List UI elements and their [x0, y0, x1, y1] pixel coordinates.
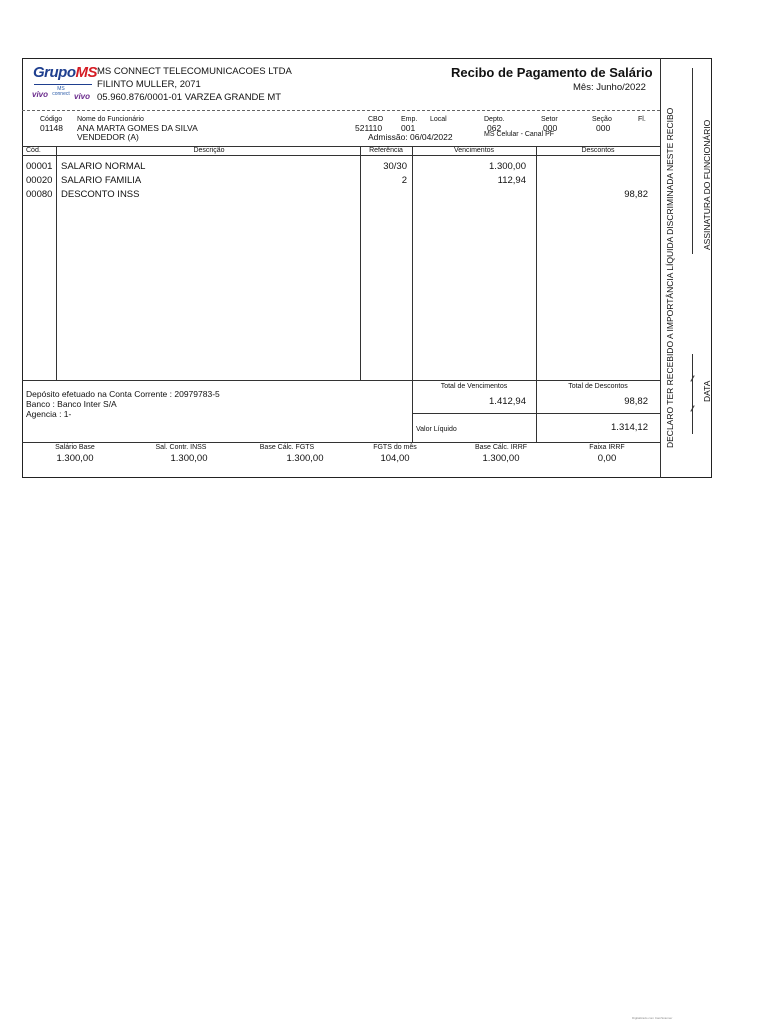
- employee-code: 01148: [40, 123, 64, 133]
- row-vencimentos: 1.300,00: [489, 161, 526, 172]
- valor-liquido-label: Valor Líquido: [416, 426, 457, 433]
- base-value: 1.300,00: [286, 453, 324, 464]
- totals-top-line: [22, 380, 660, 381]
- camscanner-watermark: Digitalizado com CamScanner: [632, 1016, 673, 1020]
- base-label: Faixa IRRF: [589, 444, 625, 451]
- base-value: 104,00: [380, 453, 410, 464]
- deposit-account: Depósito efetuado na Conta Corrente : 20979783-5: [26, 389, 220, 399]
- header-separator: [22, 110, 660, 111]
- row-referencia: 30/30: [383, 161, 407, 172]
- bases-top-line: [22, 442, 660, 443]
- deposit-bank: Banco : Banco Inter S/A: [26, 399, 117, 409]
- row-referencia: 2: [401, 175, 407, 186]
- col-header-descontos: Descontos: [581, 147, 615, 154]
- base-label: Base Cálc. IRRF: [474, 444, 528, 451]
- connect-bottom-text: connect: [52, 91, 70, 97]
- employee-secao: 000: [596, 123, 611, 133]
- employee-cbo: 521110: [355, 123, 383, 133]
- company-name: MS CONNECT TELECOMUNICACOES LTDA: [97, 66, 292, 77]
- base-label: FGTS do mês: [373, 444, 417, 451]
- deposit-agency: Agencia : 1-: [26, 409, 72, 419]
- base-label: Sal. Contr. INSS: [155, 444, 207, 451]
- employee-admission: Admissão: 06/04/2022: [368, 132, 453, 142]
- signature-label: ASSINATURA DO FUNCIONÁRIO: [702, 119, 712, 250]
- code-label: Código: [40, 116, 63, 123]
- connect-top-text: MS: [57, 86, 65, 92]
- base-label: Base Cálc. FGTS: [259, 444, 315, 451]
- total-descontos-label: Total de Descontos: [568, 383, 628, 390]
- row-descricao: SALARIO FAMILIA: [61, 175, 142, 186]
- setor-label: Setor: [541, 116, 558, 123]
- signature-line: [692, 68, 693, 254]
- row-descontos: 98,82: [624, 189, 648, 200]
- base-value: 0,00: [597, 453, 617, 464]
- col-header-descricao: Descrição: [193, 147, 225, 154]
- name-label: Nome do Funcionário: [77, 116, 144, 123]
- receipt-month: Mês: Junho/2022: [573, 82, 646, 93]
- cbo-label: CBO: [368, 116, 384, 123]
- vivo-logo-left: vivo: [32, 90, 49, 99]
- logo-grupo-text: Grupo: [33, 64, 76, 81]
- date-line: [692, 354, 693, 434]
- emp-label: Emp.: [401, 116, 418, 123]
- local-label: Local: [430, 116, 447, 123]
- row-cod: 00080: [26, 189, 53, 200]
- receipt-title: Recibo de Pagamento de Salário: [451, 65, 653, 80]
- employee-role: VENDEDOR (A): [77, 132, 139, 142]
- logo-underline: [34, 84, 92, 85]
- row-descricao: DESCONTO INSS: [61, 189, 140, 200]
- base-value: 1.300,00: [482, 453, 520, 464]
- col-header-vencimentos: Vencimentos: [453, 147, 495, 154]
- row-cod: 00001: [26, 161, 53, 172]
- employee-depto-desc: MS Celular - Canal PF: [484, 131, 555, 138]
- row-cod: 00020: [26, 175, 53, 186]
- row-vencimentos: 112,94: [497, 175, 526, 186]
- company-logo: [33, 64, 97, 81]
- total-vencimentos-label: Total de Vencimentos: [440, 383, 508, 390]
- total-descontos-value: 98,82: [624, 396, 648, 407]
- company-cnpj-city: 05.960.876/0001-01 VARZEA GRANDE MT: [97, 92, 282, 103]
- base-value: 1.300,00: [56, 453, 94, 464]
- employee-name: ANA MARTA GOMES DA SILVA: [77, 123, 198, 133]
- base-value: 1.300,00: [170, 453, 208, 464]
- col-divider-side: [660, 58, 661, 478]
- table-header-bottom-line: [22, 155, 660, 156]
- row-descricao: SALARIO NORMAL: [61, 161, 146, 172]
- secao-label: Seção: [592, 116, 612, 123]
- employee-emp: 001: [401, 123, 416, 133]
- totals-middle-line: [412, 413, 660, 414]
- fl-label: Fl.: [638, 116, 646, 123]
- col-header-cod: Cód.: [26, 147, 41, 154]
- col-divider-cod: [56, 146, 57, 380]
- vivo-logo-right: vivo: [74, 92, 91, 101]
- logo-ms-text: MS: [75, 64, 97, 81]
- declaration-text: DECLARO TER RECEBIDO A IMPORTÂNCIA LÍQUIDA DISCRIMINADA NESTE RECIBO: [665, 107, 675, 448]
- ms-connect-logo: [50, 87, 72, 97]
- depto-label: Depto.: [484, 116, 505, 123]
- company-address: FILINTO MULLER, 2071: [97, 79, 201, 90]
- col-header-referencia: Referência: [369, 147, 403, 154]
- employee-setor: 000: [543, 123, 558, 133]
- date-label: DATA: [702, 380, 712, 402]
- total-vencimentos-value: 1.412,94: [489, 396, 526, 407]
- base-label: Salário Base: [55, 444, 95, 451]
- employee-depto: 062: [487, 123, 502, 133]
- valor-liquido-value: 1.314,12: [611, 422, 648, 433]
